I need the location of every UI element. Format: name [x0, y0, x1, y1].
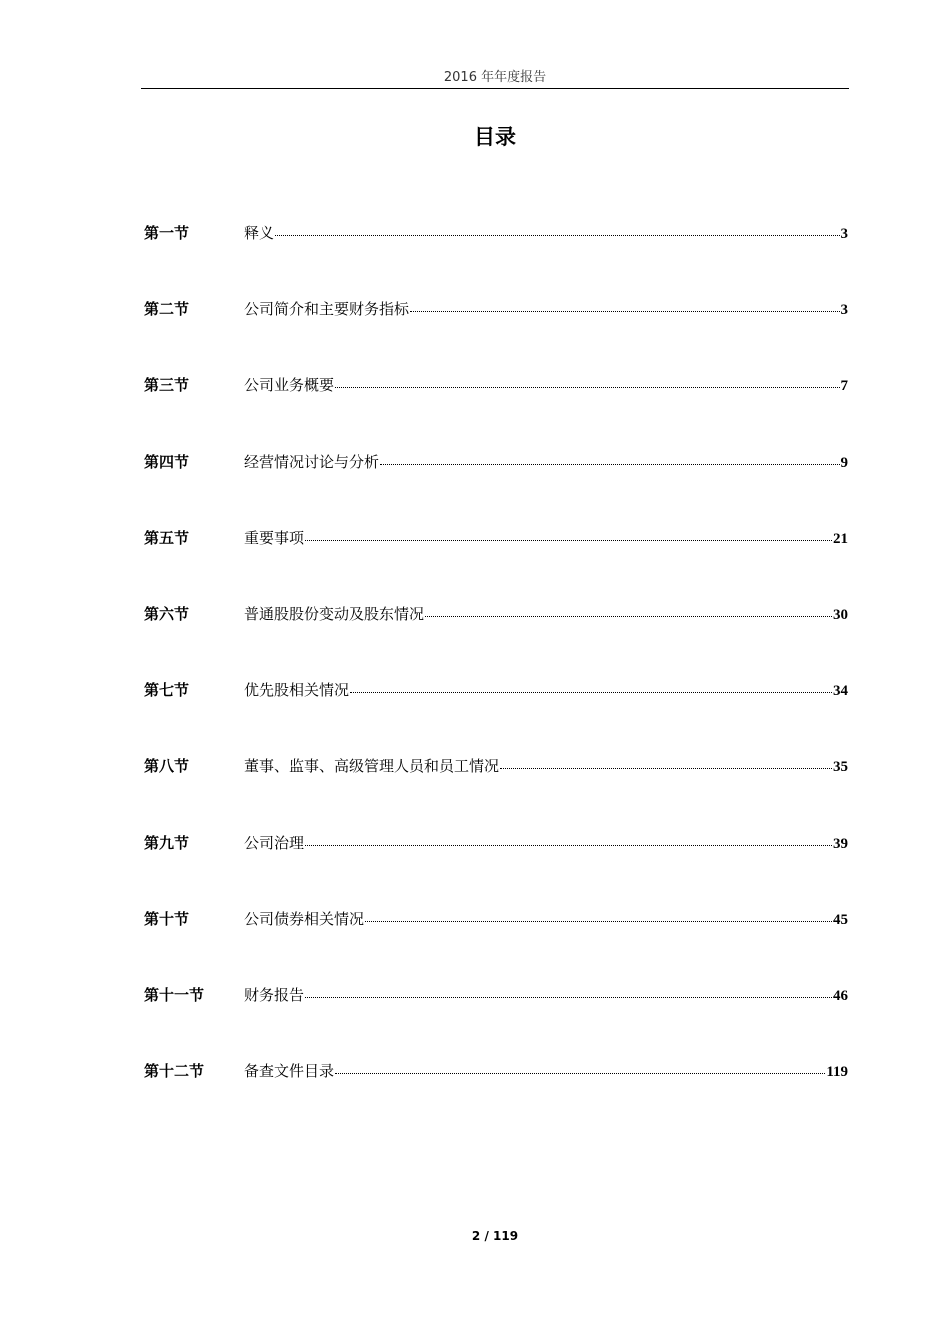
- toc-page-number: 46: [833, 987, 848, 1004]
- toc-entry-title: 普通股股份变动及股东情况: [244, 604, 425, 623]
- toc-entry[interactable]: [144, 451, 848, 527]
- toc-title: 目录: [474, 125, 516, 149]
- dot-leader: [365, 920, 832, 922]
- toc-page-number: 30: [833, 606, 848, 623]
- toc-entry[interactable]: [144, 222, 848, 298]
- toc-section-number: 第九节: [144, 833, 190, 852]
- toc-section-number: 第六节: [144, 604, 190, 623]
- toc-entry-title: 公司简介和主要财务指标: [244, 300, 410, 319]
- dot-leader: [350, 691, 832, 693]
- toc-entry-title: 经营情况讨论与分析: [244, 452, 380, 471]
- toc-entry[interactable]: [144, 679, 848, 755]
- header-divider: [141, 88, 849, 89]
- toc-section-number: 第三节: [144, 376, 190, 395]
- toc-page-number: 34: [833, 683, 848, 700]
- toc-entry[interactable]: [144, 755, 848, 831]
- dot-leader: [425, 615, 832, 617]
- toc-section-number: 第十二节: [144, 1062, 205, 1081]
- toc-page-number: 39: [833, 835, 848, 852]
- toc-entry-title: 董事、监事、高级管理人员和员工情况: [244, 757, 500, 776]
- toc-entry[interactable]: [144, 984, 848, 1060]
- toc-entry-title: 公司债券相关情况: [244, 909, 365, 928]
- toc-section-number: 第十节: [144, 909, 190, 928]
- dot-leader: [275, 234, 839, 236]
- toc-section-number: 第七节: [144, 681, 190, 700]
- dot-leader: [380, 463, 839, 465]
- toc-entry[interactable]: [144, 374, 848, 450]
- toc-section-number: 第四节: [144, 452, 190, 471]
- toc-page-number: 3: [840, 302, 848, 319]
- table-of-contents: [144, 222, 848, 1136]
- toc-page-number: 21: [833, 530, 848, 547]
- toc-entry-title: 优先股相关情况: [244, 681, 350, 700]
- toc-page-number: 9: [840, 454, 848, 471]
- toc-entry[interactable]: [144, 832, 848, 908]
- dot-leader: [305, 844, 832, 846]
- toc-entry-title: 公司业务概要: [244, 376, 335, 395]
- toc-section-number: 第一节: [144, 224, 190, 242]
- dot-leader: [305, 539, 832, 541]
- dot-leader: [335, 1072, 825, 1074]
- toc-section-number: 第八节: [144, 757, 190, 776]
- dot-leader: [305, 996, 832, 998]
- toc-entry[interactable]: [144, 298, 848, 374]
- toc-entry-title: 公司治理: [244, 833, 305, 852]
- toc-page-number: 45: [833, 911, 848, 928]
- toc-section-number: 第二节: [144, 300, 190, 319]
- toc-entry-title: 备查文件目录: [244, 1062, 335, 1081]
- dot-leader: [335, 386, 839, 388]
- toc-page-number: 3: [840, 226, 848, 242]
- toc-entry[interactable]: [144, 527, 848, 603]
- dot-leader: [410, 310, 839, 312]
- toc-section-number: 第十一节: [144, 985, 205, 1004]
- toc-entry-title: 财务报告: [244, 985, 305, 1004]
- dot-leader: [500, 767, 832, 769]
- toc-page-number: 35: [833, 759, 848, 776]
- toc-page-number: 7: [840, 378, 848, 395]
- toc-entry[interactable]: [144, 1060, 848, 1136]
- toc-entry[interactable]: [144, 908, 848, 984]
- toc-entry[interactable]: [144, 603, 848, 679]
- toc-entry-title: 释义: [244, 224, 275, 242]
- toc-section-number: 第五节: [144, 528, 190, 547]
- running-header: 2016 年年度报告: [443, 70, 547, 85]
- toc-page-number: 119: [826, 1064, 848, 1081]
- toc-entry-title: 重要事项: [244, 528, 305, 547]
- page-number-footer: 2 / 119: [471, 1229, 519, 1243]
